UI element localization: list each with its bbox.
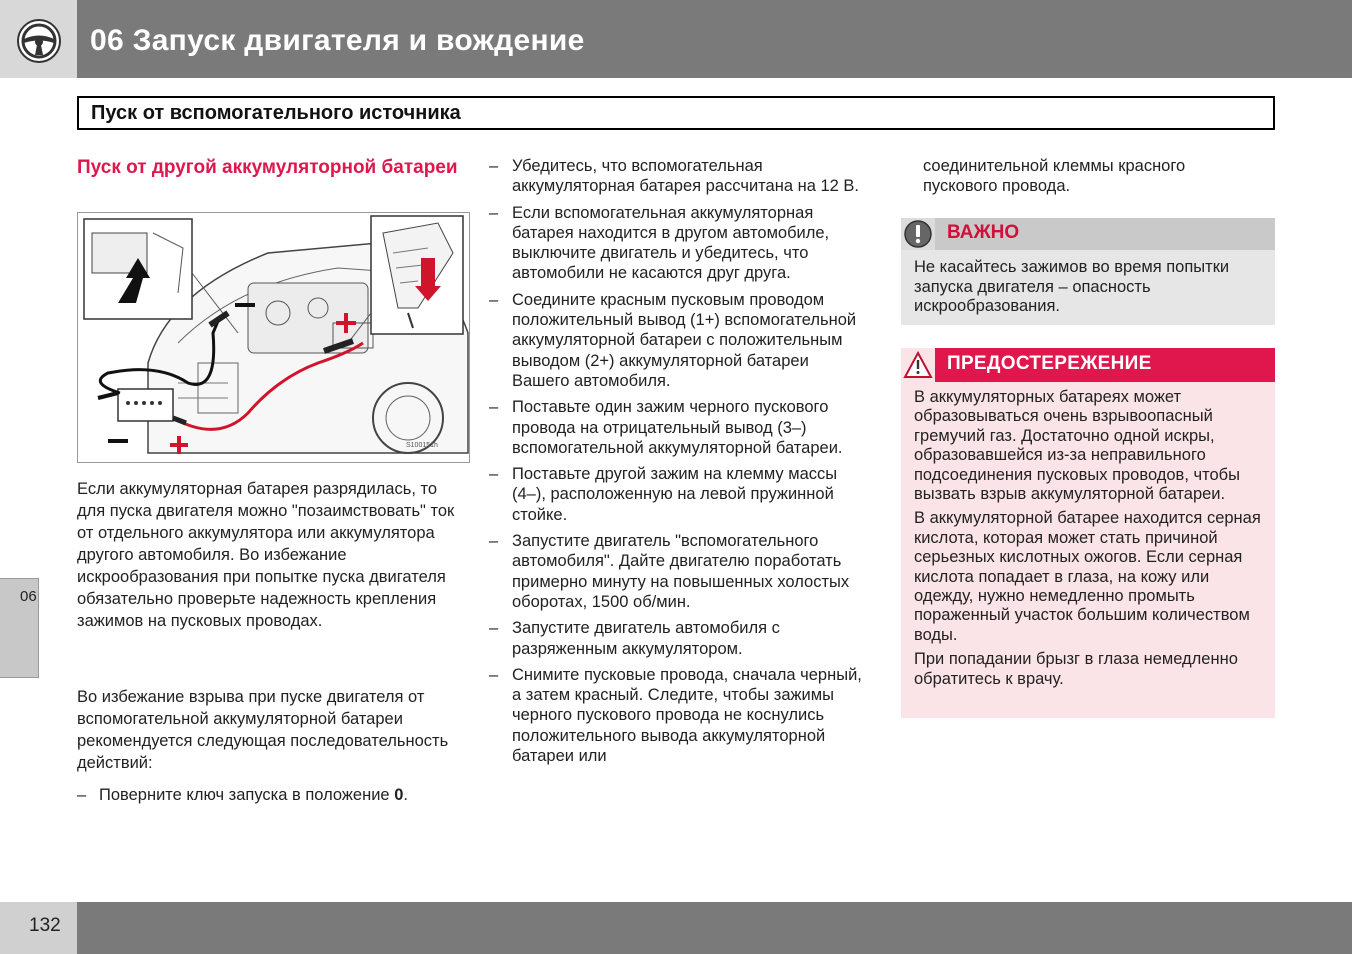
list-item-text: Снимите пусковые провода, сначала черный, а затем красный. Следите, чтобы зажимы черного пускового провода не коснулись положительного вывода аккумуляторной батареи или xyxy=(512,665,862,766)
chapter-title: 06 Запуск двигателя и вождение xyxy=(90,24,585,57)
subheading: Пуск от другой аккумуляторной батареи xyxy=(77,157,458,178)
important-title: ВАЖНО xyxy=(947,222,1020,243)
step-text-main: Поверните ключ запуска в положение xyxy=(99,786,395,804)
exclamation-icon xyxy=(903,219,933,249)
sequence-paragraph: Во избежание взрыва при пуске двигателя от вспомогательной аккумуляторной батареи рекомендуется следующая последовательность действий: xyxy=(77,688,449,772)
list-item-text: Соедините красным пусковым проводом положительный вывод (1+) вспомогательной аккумуляторной батареи с положительным выводом (2+) аккумуляторной батареи Вашего автомобиля. xyxy=(512,290,857,390)
list-dash: – xyxy=(489,465,499,484)
intro-paragraph: Если аккумуляторная батарея разрядилась, то для пуска двигателя можно "позаимствовать" ток от отдельного аккумулятора или аккумулятора другого автомобиля. Во избежание искрообразования при попытке пуска двигателя обязательно проверьте надежность крепления зажимов на пусковых проводах. xyxy=(77,480,455,630)
warning-box xyxy=(901,348,1275,718)
list-item-text: Запустите двигатель автомобиля с разряженным аккумулятором. xyxy=(512,619,780,658)
warning-title: ПРЕДОСТЕРЕЖЕНИЕ xyxy=(947,353,1152,374)
warning-paragraph: При попадании брызг в глаза немедленно обратитесь к врачу. xyxy=(914,650,1238,688)
continuation-text: соединительной клеммы красного пускового провода. xyxy=(923,157,1186,196)
warning-header xyxy=(901,348,1275,382)
side-tab-label: 06 xyxy=(20,588,37,605)
key-position: 0 xyxy=(394,786,404,804)
jump-start-illustration xyxy=(77,212,470,463)
list-item xyxy=(489,531,869,612)
list-item-text: Если вспомогательная аккумуляторная батарея находится в другом автомобиле, выключите двигатель и убедитесь, что автомобили не касаются друг друга. xyxy=(512,203,830,283)
steering-wheel-icon xyxy=(16,18,62,64)
list-dash: – xyxy=(489,157,499,175)
list-dash: – xyxy=(489,665,499,684)
list-item xyxy=(489,665,869,766)
page-number-box xyxy=(0,902,77,954)
figure-code: S100151h xyxy=(406,442,438,449)
warning-triangle-icon xyxy=(903,351,933,379)
page-number: 132 xyxy=(29,915,61,936)
list-item xyxy=(489,290,869,391)
important-text: Не касайтесь зажимов во время попытки запуска двигателя – опасность искрообразования. xyxy=(914,258,1230,315)
list-dash: – xyxy=(489,398,499,417)
list-dash: – xyxy=(489,203,499,222)
step-text xyxy=(99,784,408,806)
list-item-text: Запустите двигатель "вспомогательного автомобиля". Дайте двигателю поработать примерно минуту на повышенных холостых оборотах, 1500 об/мин. xyxy=(512,532,850,611)
warning-paragraph: В аккумуляторных батареях может образовываться очень взрывоопасный гремучий газ. Достаточно одной искры, образовавшейся из-за неправильного подсоединения пусковых проводов, чтобы вызвать взрыв аккумуляторной батареи. xyxy=(914,388,1240,504)
list-dash: – xyxy=(77,786,87,804)
warning-text xyxy=(914,388,1269,694)
step-text-end: . xyxy=(403,786,408,804)
list-item xyxy=(489,464,869,525)
list-dash: – xyxy=(489,290,499,309)
section-title: Пуск от вспомогательного источника xyxy=(91,102,461,124)
list-item xyxy=(489,156,869,197)
list-item xyxy=(489,397,869,458)
column-middle xyxy=(489,156,869,772)
list-item-text: Поставьте один зажим черного пускового провода на отрицательный вывод (3–) вспомогательной аккумуляторной батареи. xyxy=(512,398,843,457)
list-item-text: Поставьте другой зажим на клемму массы (4–), расположенную на левой пружинной стойке. xyxy=(512,465,838,524)
section-title-box xyxy=(77,96,1275,130)
logo-box xyxy=(0,0,77,78)
important-icon-box xyxy=(901,218,935,250)
list-dash: – xyxy=(489,619,499,638)
list-dash: – xyxy=(489,532,499,551)
column-left xyxy=(77,156,467,804)
warning-icon-box xyxy=(901,348,935,382)
important-box xyxy=(901,218,1275,325)
chapter-header xyxy=(0,0,1352,78)
list-item xyxy=(489,618,869,659)
page-footer xyxy=(0,902,1352,954)
list-item xyxy=(489,203,869,284)
important-header xyxy=(901,218,1275,250)
chapter-side-tab xyxy=(0,578,39,678)
warning-paragraph: В аккумуляторной батарее находится серная кислота, которая может стать причиной серьезных кислотных ожогов. Если серная кислота попадает в глаза, на кожу или одежду, нужно немедленно промыть пораженный участок большим количеством воды. xyxy=(914,509,1261,644)
list-item-text: Убедитесь, что вспомогательная аккумуляторная батарея рассчитана на 12 В. xyxy=(512,157,859,196)
